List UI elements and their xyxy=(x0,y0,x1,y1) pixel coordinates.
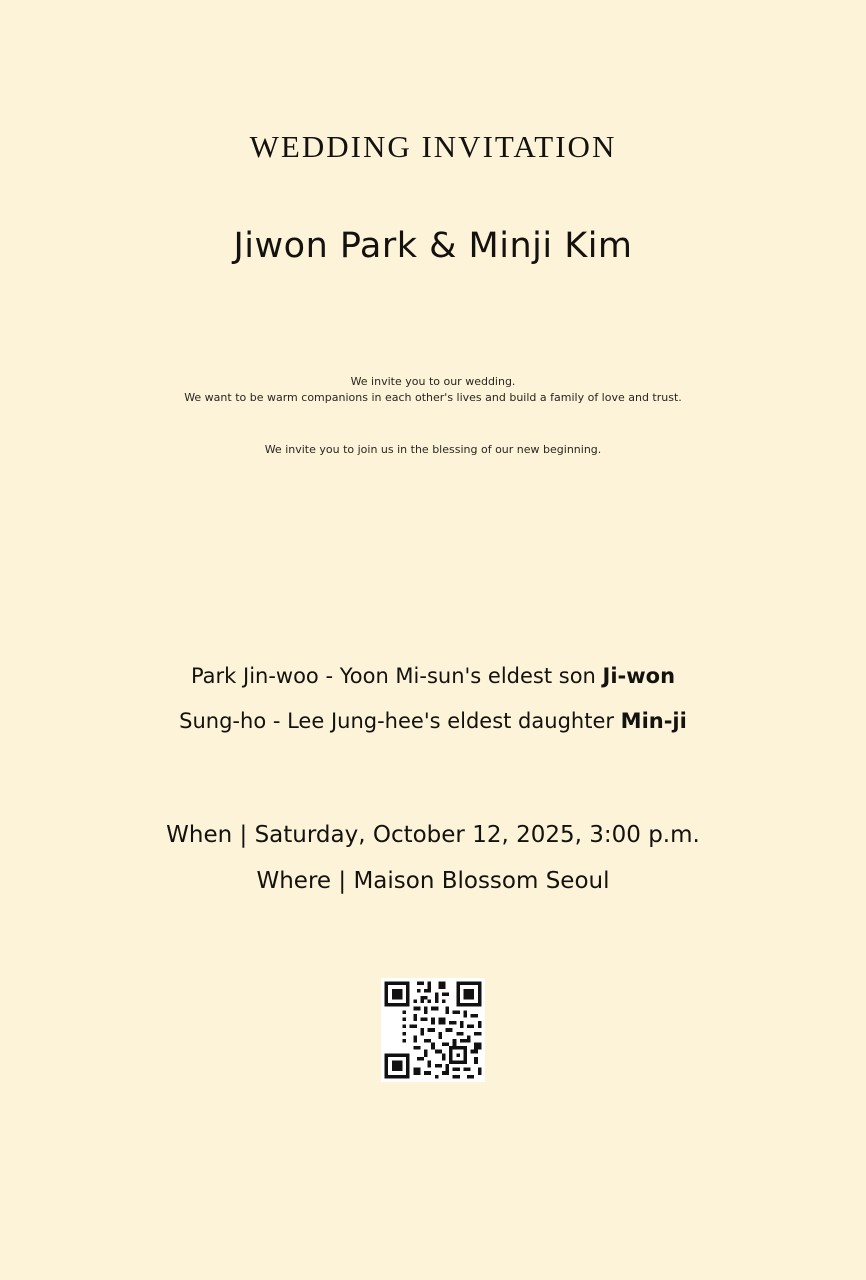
when-line xyxy=(166,822,700,848)
groom-parents-text: Park Jin-woo - Yoon Mi-sun's eldest son xyxy=(190,663,603,688)
bride-parents-line xyxy=(179,708,687,733)
message-line-3: We invite you to join us in the blessing of our new beginning. xyxy=(264,442,602,456)
message-line-1: We invite you to our wedding. xyxy=(350,375,516,389)
when-label: When | xyxy=(166,821,255,848)
page-title: WEDDING INVITATION xyxy=(249,129,617,164)
groom-name: Ji-won xyxy=(602,663,676,688)
where-value: Maison Blossom Seoul xyxy=(353,867,610,894)
where-line xyxy=(166,868,700,894)
bride-parents-text: Sung-ho - Lee Jung-hee's eldest daughter xyxy=(179,708,621,733)
bride-name: Min-ji xyxy=(620,708,687,733)
parents-block xyxy=(179,663,687,756)
qr-code-icon[interactable] xyxy=(381,978,485,1082)
event-details xyxy=(166,822,700,914)
message-line-2: We want to be warm companions in each other's lives and build a family of love and trust. xyxy=(184,391,682,405)
qr-code-container[interactable] xyxy=(381,978,485,1082)
when-value: Saturday, October 12, 2025, 3:00 p.m. xyxy=(254,821,700,848)
invitation-message xyxy=(73,374,793,458)
groom-parents-line xyxy=(179,663,687,688)
couple-names: Jiwon Park & Minji Kim xyxy=(233,226,633,267)
where-label: Where | xyxy=(256,867,354,894)
